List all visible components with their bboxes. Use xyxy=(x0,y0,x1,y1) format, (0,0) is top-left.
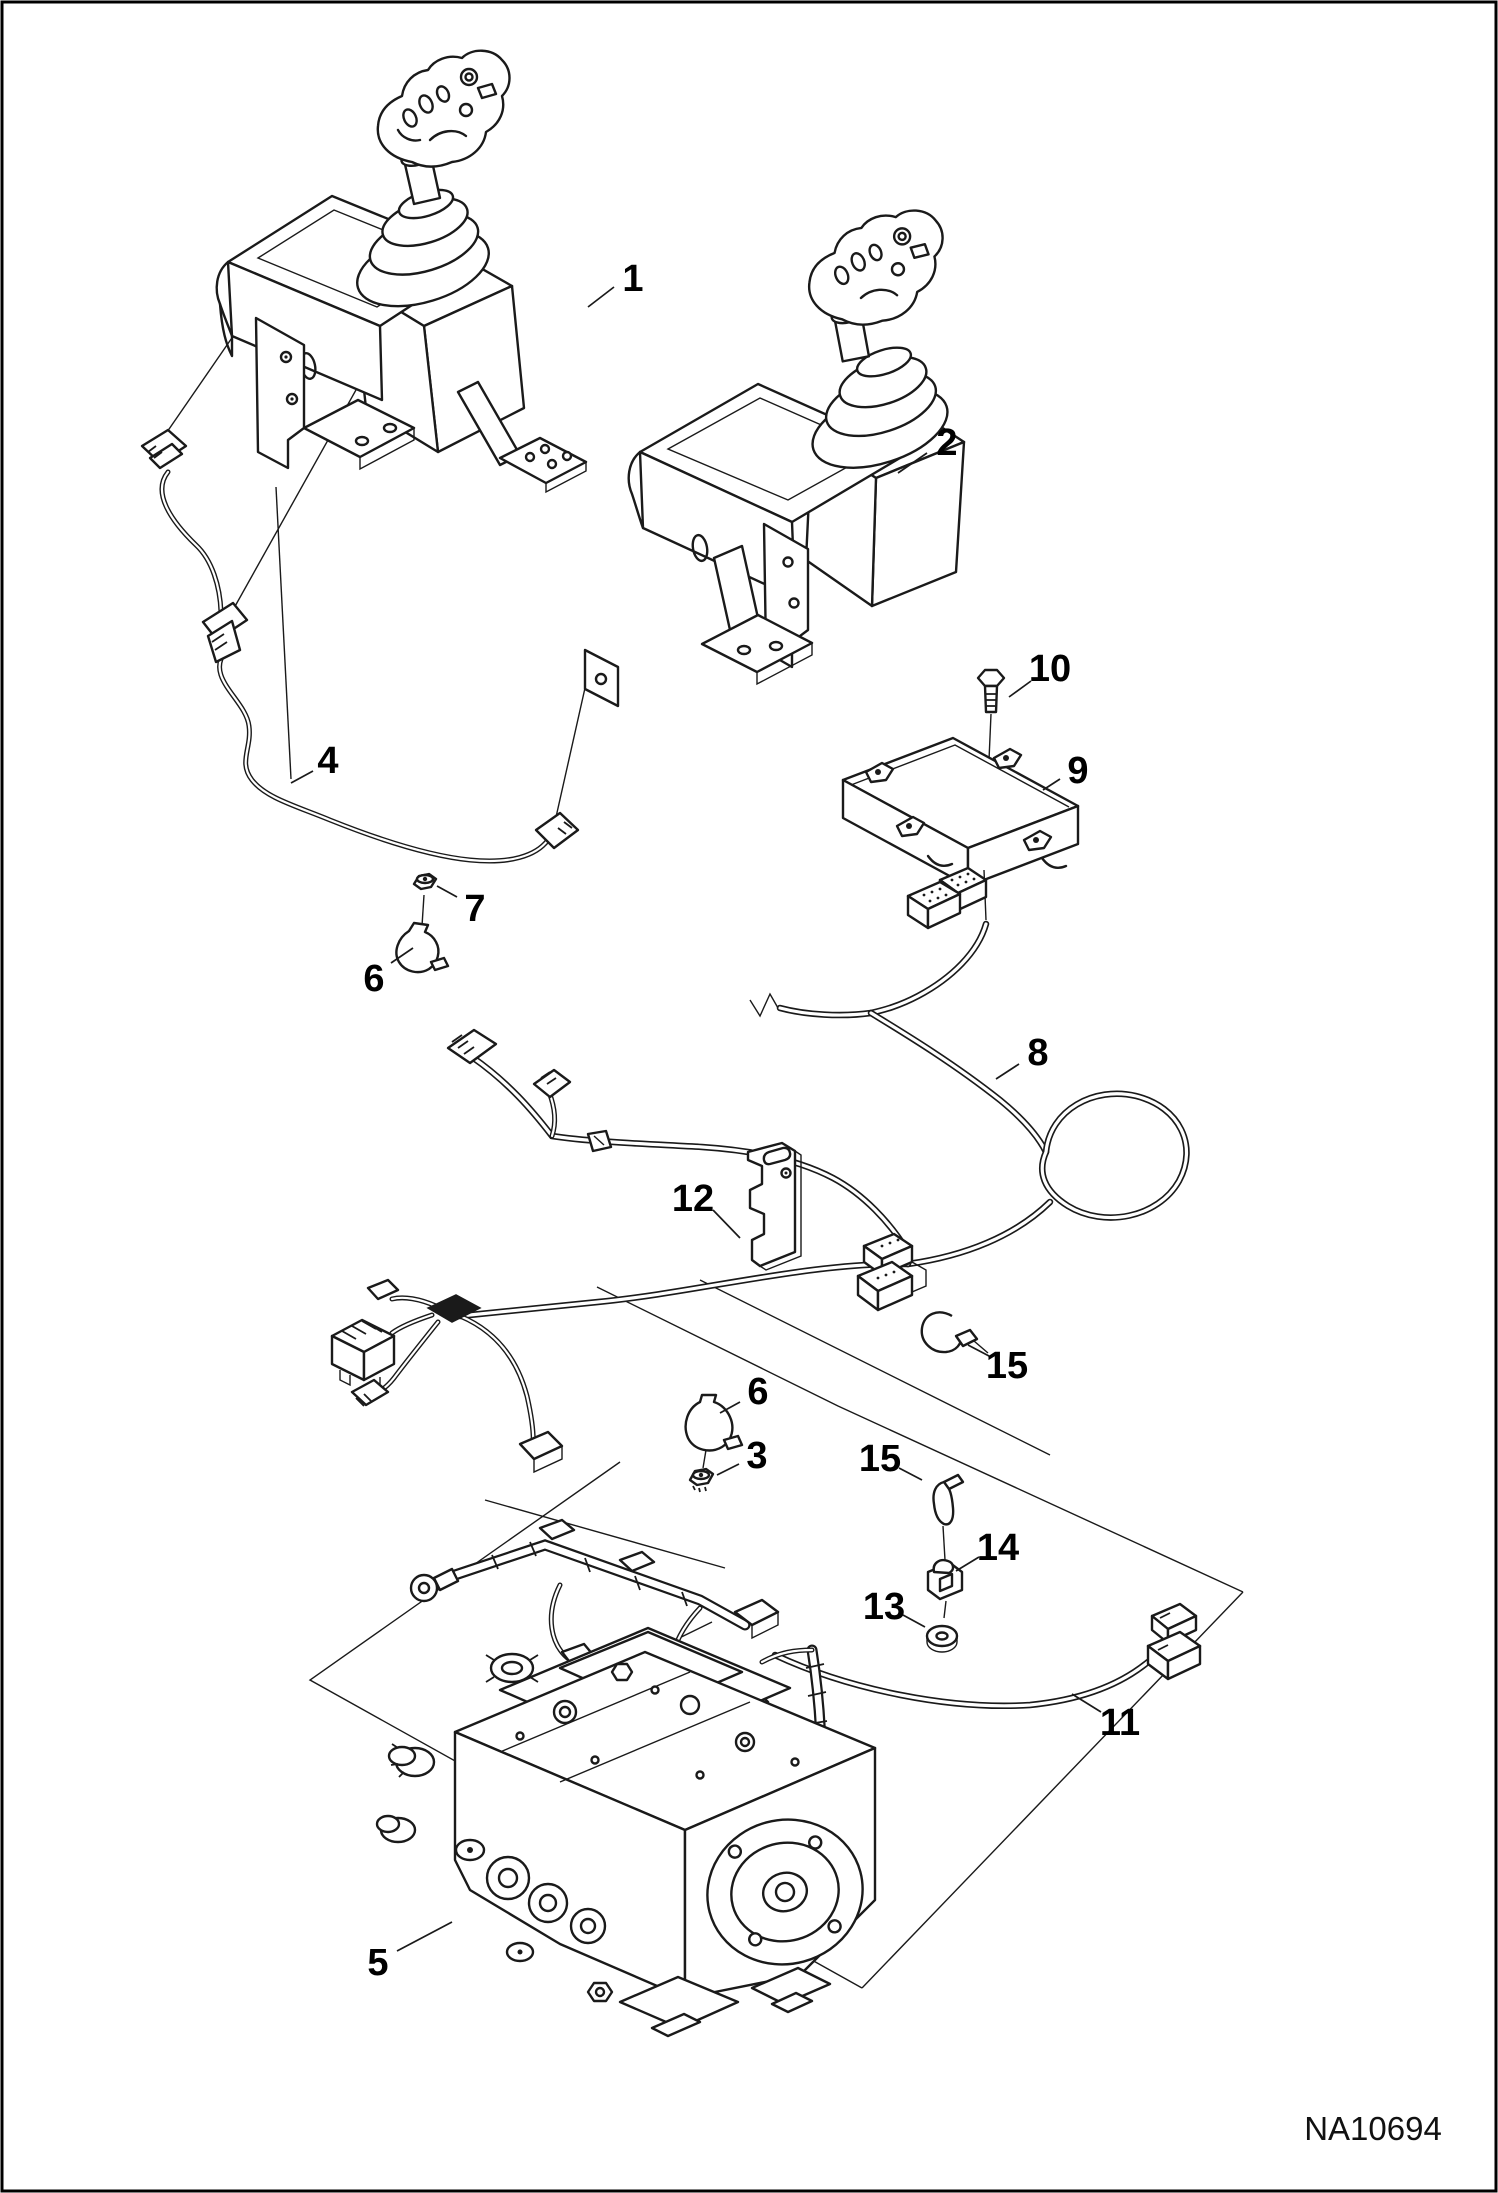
cable-tie-15-lower xyxy=(933,1475,963,1560)
harness-guide-rail xyxy=(411,1520,812,1662)
harness-branch-connector-upper xyxy=(448,1030,496,1063)
part-number-label: 6 xyxy=(363,958,385,1000)
joystick-harness-4 xyxy=(142,430,578,861)
cable-tie-15-upper xyxy=(922,1312,988,1353)
part-number-label: 15 xyxy=(985,1345,1029,1387)
hydrostatic-pump-5 xyxy=(377,1628,879,2036)
part-number-label: 7 xyxy=(464,888,486,930)
part-number-label: 5 xyxy=(367,1942,389,1984)
callout-part-12-12 xyxy=(672,1178,740,1238)
connector-a xyxy=(142,430,186,468)
harness-11-end-connector xyxy=(1148,1604,1200,1679)
washer-13 xyxy=(927,1626,957,1652)
callout-part-13-13 xyxy=(863,1586,925,1628)
module-connector xyxy=(908,868,986,928)
callout-part-11-11 xyxy=(1072,1694,1140,1744)
callout-part-15-15 xyxy=(968,1345,1028,1387)
part-number-label: 14 xyxy=(976,1527,1020,1569)
pigtail-connector xyxy=(352,1380,388,1406)
callout-part-1-0 xyxy=(588,258,644,307)
part-number-label: 3 xyxy=(746,1435,768,1477)
part-number-label: 15 xyxy=(858,1438,902,1480)
harness-branch-connector-small xyxy=(534,1070,570,1097)
joystick-assembly-1 xyxy=(217,51,586,492)
controller-module-9 xyxy=(843,738,1078,886)
clamp-6-upper xyxy=(396,895,448,972)
joystick-grip-1 xyxy=(378,51,510,204)
part-number-label: 6 xyxy=(747,1371,769,1413)
branch-down-connector xyxy=(520,1432,562,1472)
bolt-10 xyxy=(978,670,1004,760)
callout-part-14-14 xyxy=(956,1527,1019,1571)
cable-clip xyxy=(588,1131,611,1151)
part-number-label: 9 xyxy=(1067,750,1089,792)
drawing-number: NA10694 xyxy=(1304,2110,1442,2147)
callout-part-5-4 xyxy=(367,1922,452,1984)
part-number-label: 13 xyxy=(862,1586,906,1628)
part-number-label: 12 xyxy=(671,1178,715,1220)
callout-part-8-8 xyxy=(996,1032,1049,1079)
part-number-label: 1 xyxy=(622,258,644,300)
nut-3 xyxy=(690,1469,713,1492)
relay-box xyxy=(332,1320,394,1390)
callout-part-7-7 xyxy=(437,886,486,930)
part-number-label: 4 xyxy=(317,740,339,782)
part-number-label: 2 xyxy=(936,422,958,464)
joystick-grip-2 xyxy=(807,207,944,365)
part-number-label: 11 xyxy=(1099,1702,1141,1744)
callout-part-10-10 xyxy=(1009,648,1071,697)
callout-part-6-6 xyxy=(720,1371,769,1413)
bracket-12 xyxy=(748,1143,801,1270)
callout-part-15-16 xyxy=(859,1438,922,1480)
nut-7 xyxy=(414,874,436,889)
callout-part-9-9 xyxy=(1043,750,1089,792)
part-number-label: 8 xyxy=(1027,1032,1049,1074)
connector-b xyxy=(203,603,247,662)
clip-nut-14 xyxy=(928,1560,962,1618)
callout-part-4-3 xyxy=(291,740,339,783)
stacked-connector-pair xyxy=(858,1234,926,1310)
part-number-label: 10 xyxy=(1028,648,1072,690)
